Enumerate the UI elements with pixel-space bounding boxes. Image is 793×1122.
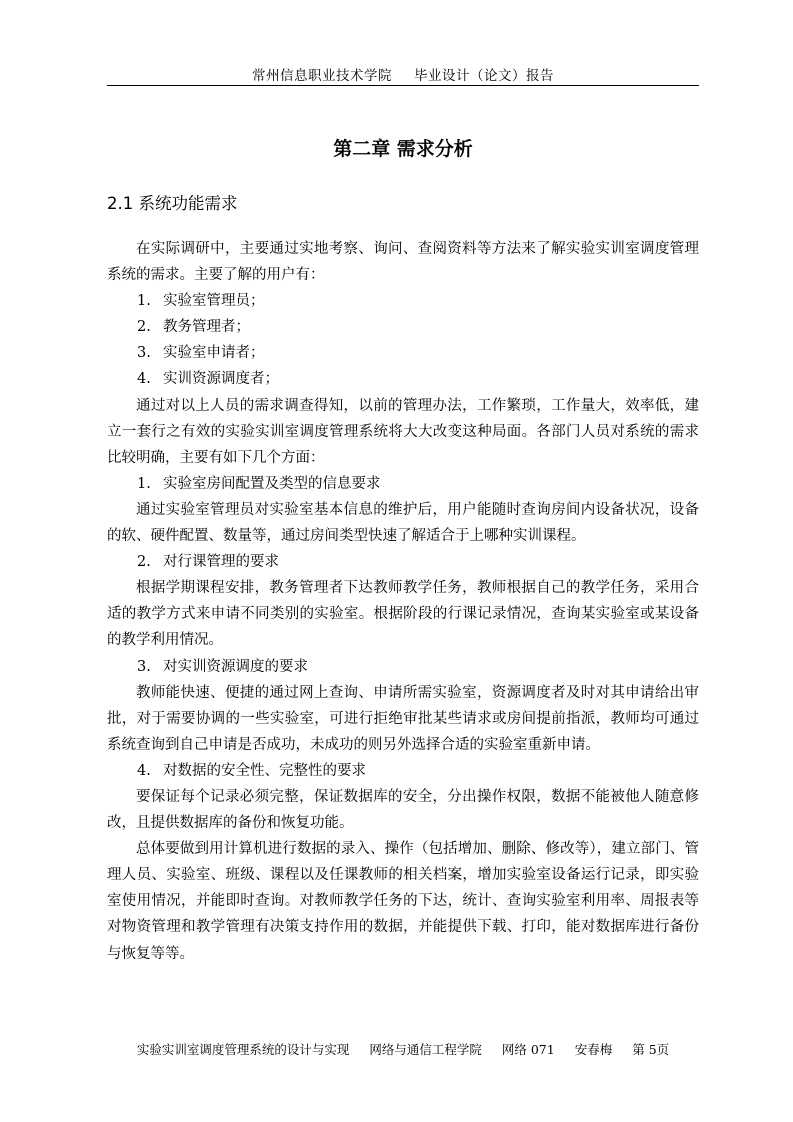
intro-paragraph: 在实际调研中，主要通过实地考察、询问、查阅资料等方法来了解实验实训室调度管理系统的需求。主要了解的用户有： xyxy=(107,241,699,284)
list-number: 3. xyxy=(137,345,151,362)
list-text: 对行课管理的要求 xyxy=(163,554,279,571)
footer-class: 网络 071 xyxy=(501,1042,555,1057)
footer-title: 实验实训室调度管理系统的设计与实现 xyxy=(136,1042,350,1057)
list-text: 实验室房间配置及类型的信息要求 xyxy=(163,475,381,492)
requirement-heading xyxy=(107,549,699,575)
summary-paragraph: 通过对以上人员的需求调查得知，以前的管理办法，工作繁琐，工作量大，效率低，建立一套行之有效的实验实训室调度管理系统将大大改变这种局面。各部门人员对系统的需求比较明确，主要有如下几个方面： xyxy=(107,397,699,466)
requirement-heading xyxy=(107,654,699,680)
list-number: 2. xyxy=(137,554,151,571)
list-text: 对数据的安全性、完整性的要求 xyxy=(163,762,366,779)
overall-paragraph: 总体要做到用计算机进行数据的录入、操作（包括增加、删除、修改等），建立部门、管理人员、实验室、班级、课程以及任课教师的相关档案，增加实验室设备运行记录，即实验室使用情况，并能即时查询。对教师教学任务的下达，统计、查询实验室利用率、周报表等对物资管理和教学管理有决策支持作用的数据，并能提供下载、打印，能对数据库进行备份与恢复等等。 xyxy=(107,841,699,962)
list-number: 1. xyxy=(137,293,151,310)
list-number: 2. xyxy=(137,319,151,336)
header-rule xyxy=(107,85,699,86)
list-number: 4. xyxy=(137,762,151,779)
user-item xyxy=(107,366,699,392)
list-number: 3. xyxy=(137,658,151,675)
list-number: 1. xyxy=(137,475,151,492)
list-text: 实训资源调度者； xyxy=(163,371,279,388)
user-item xyxy=(107,314,699,340)
requirement-paragraph: 根据学期课程安排，教务管理者下达教师教学任务，教师根据自己的教学任务，采用合适的教学方式来申请不同类别的实验室。根据阶段的行课记录情况，查询某实验室或某设备的教学利用情况。 xyxy=(107,580,699,649)
list-text: 教务管理者； xyxy=(163,319,250,336)
footer-college: 网络与通信工程学院 xyxy=(369,1042,482,1057)
section-title: 2.1 系统功能需求 xyxy=(107,194,238,213)
requirement-paragraph: 要保证每个记录必须完整，保证数据库的安全，分出操作权限，数据不能被他人随意修改，且提供数据库的备份和恢复功能。 xyxy=(107,788,699,832)
requirement-paragraph: 教师能快速、便捷的通过网上查询、申请所需实验室，资源调度者及时对其申请给出审批，对于需要协调的一些实验室，可进行拒绝审批某些请求或房间提前指派，教师均可通过系统查询到自己申请是否成功，未成功的则另外选择合适的实验室重新申请。 xyxy=(107,684,699,753)
user-item xyxy=(107,340,699,366)
requirement-heading xyxy=(107,758,699,784)
page-footer xyxy=(107,1040,699,1058)
footer-author: 安春梅 xyxy=(574,1042,613,1057)
list-text: 实验室管理员； xyxy=(163,293,265,310)
body-text xyxy=(107,236,699,967)
user-item xyxy=(107,288,699,314)
chapter-title: 第二章 需求分析 xyxy=(333,138,473,160)
list-text: 实验室申请者； xyxy=(163,345,265,362)
header-school: 常州信息职业技术学院 xyxy=(252,68,392,84)
requirement-paragraph: 通过实验室管理员对实验室基本信息的维护后，用户能随时查询房间内设备状况，设备的软、硬件配置、数量等，通过房间类型快速了解适合于上哪种实训课程。 xyxy=(107,501,699,545)
page-header xyxy=(107,64,699,84)
list-number: 4. xyxy=(137,371,151,388)
requirement-heading xyxy=(107,471,699,497)
page-number: 第 5页 xyxy=(632,1042,670,1057)
header-doc-type: 毕业设计（论文）报告 xyxy=(414,68,554,84)
list-text: 对实训资源调度的要求 xyxy=(163,658,308,675)
